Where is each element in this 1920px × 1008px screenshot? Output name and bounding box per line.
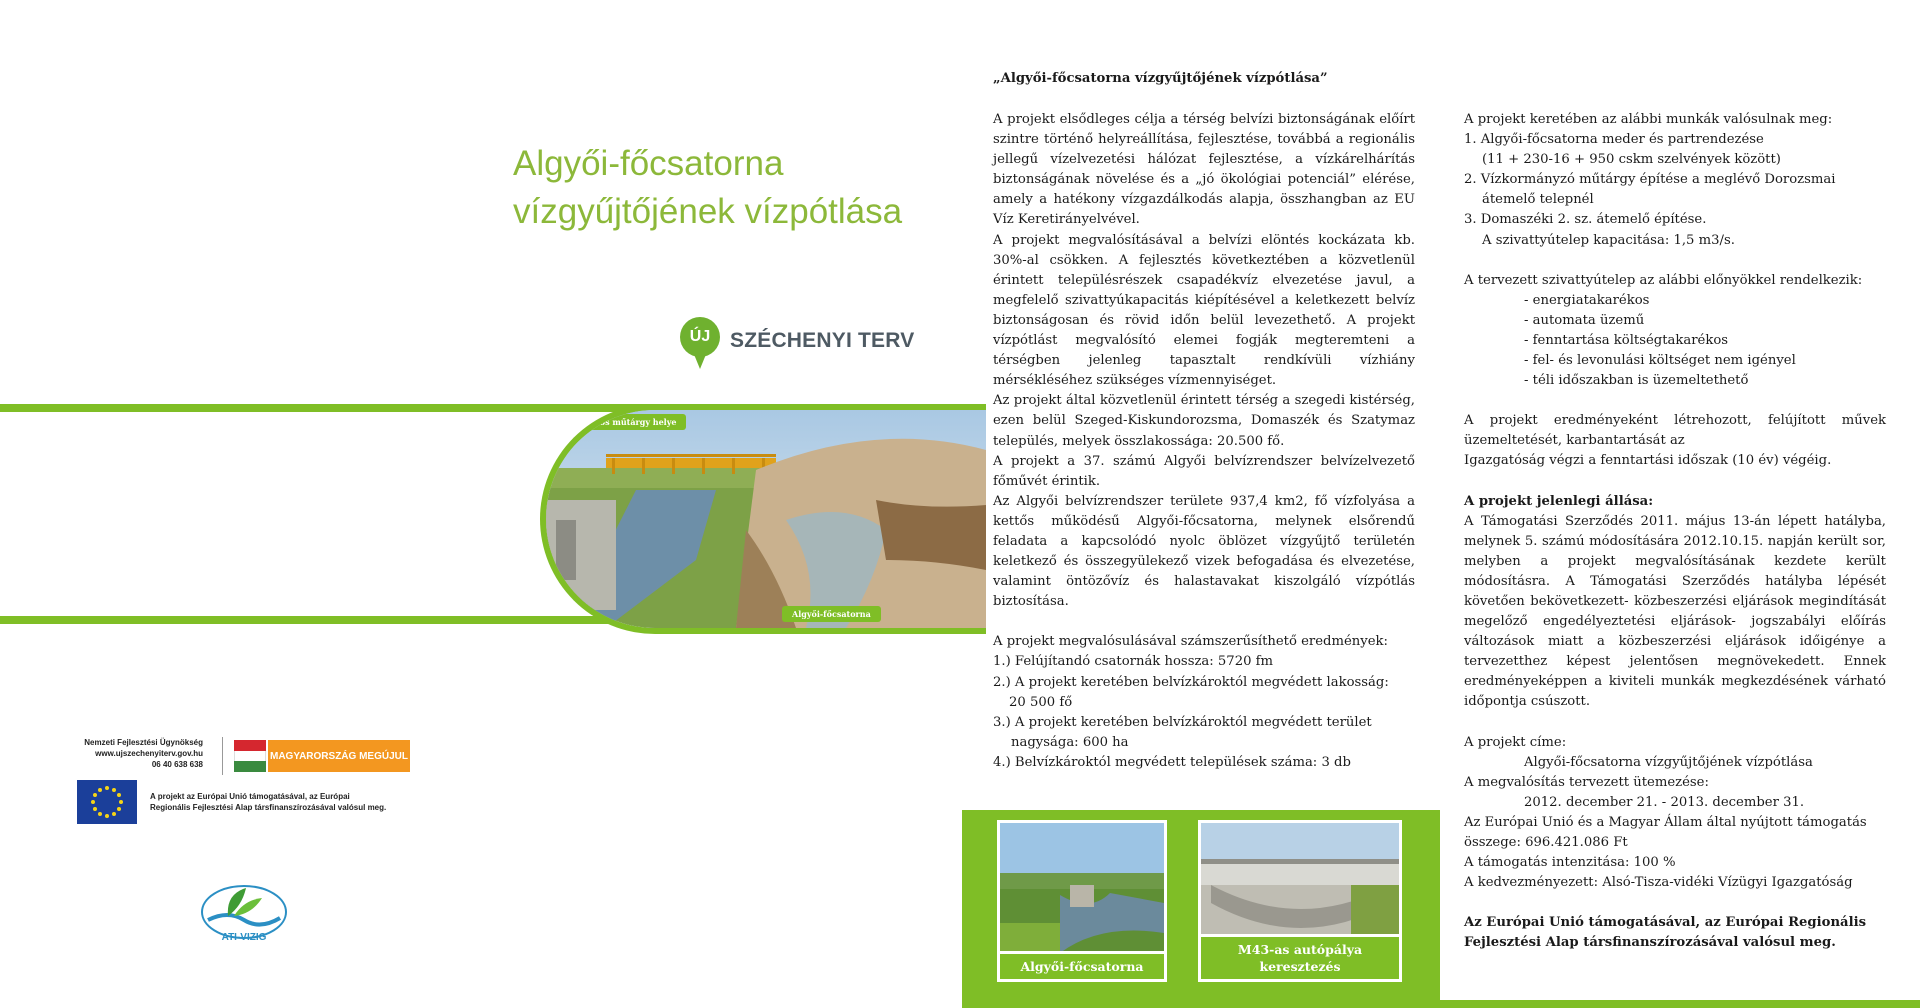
paragraph-risk: A projekt megvalósításával a belvízi elöntés kockázata kb. 30%-al csökken. A fejlesztés következtében a közvetlenül érintett településrészek csapadékvíz elvezetése javul, a megfelelő szivattyúkapacitás kiépítésével a keletkezett belvíz biztonságosan és rövid időn belül levezethető. A projekt vízpótlást megvalósító elemei fogják megteremteni a térségben jelenleg tapasztalt rendkívüli vízhiány mérsékléséhez szükséges vízmennyiséget. (993, 232, 1415, 389)
status-text: A Támogatási Szerződés 2011. május 13-án lépett hatályba, melynek 5. számú módosítására 2012.10.15. napján került sor, melyben a projekt megvalósításának kezdete került módosításra. A Támogatási Szerződés hatályba lépését követően bekövetkezett- közbeszerzési eljárások megindítását megelőző engedélyeztetési eljárások- jogszabályi előírás változások miatt a közbeszerzési eljárások időigénye a tervezetthez képest jelentősen megnövekedett. Ennek eredményeképpen a kiviteli munkák megkezdésének várható időpontja csúszott. (1464, 513, 1886, 710)
benefit-item: - téli időszakban is üzemeltethető (1524, 373, 1749, 389)
agency-block (75, 737, 203, 770)
cover-title-line2: vízgyűjtőjének vízpótlása (513, 192, 903, 231)
ati-vizig-label: ATI-VIZIG (221, 932, 267, 943)
schedule-value: 2012. december 21. - 2013. december 31. (1524, 794, 1805, 810)
grant-amount-cont: összege: 696.421.086 Ft (1464, 835, 1628, 850)
beneficiary: A kedvezményezett: Alsó-Tisza-vidéki Vízügyi Igazgatóság (1464, 875, 1853, 891)
agency-url: www.ujszechenyiterv.gov.hu (95, 749, 203, 758)
eu-flag-icon (77, 780, 137, 824)
ati-vizig-logo (198, 882, 290, 944)
szechenyi-terv-logo (680, 306, 920, 376)
cover-title (513, 140, 933, 236)
cover-title-line1: Algyői-főcsatorna (513, 144, 784, 183)
benefit-item: - automata üzemű (1524, 312, 1645, 328)
paragraph-goal: A projekt elsődleges célja a térség belvízi biztonságának előírt szintre történő helyreállítása, fejlesztése, továbbá a regionális jellegű vízelvezetési hálózat fejlesztése, a vízkárelhárítás biztonságának növelése és a „jó ökológiai potenciál” elérése, amely a hatékony vízgazdálkodás alapja, összhangban az EU Víz Keretirányelvével. (993, 112, 1415, 228)
project-title-value: Algyői-főcsatorna vízgyűjtőjének vízpótlása (1524, 754, 1813, 770)
work-item: 2. Vízkormányzó műtárgy építése a meglévő Dorozsmai (1464, 172, 1836, 188)
project-details (1464, 110, 1886, 953)
maintenance-text-cont: Igazgatóság végzi a fenntartási időszak (10 év) végéig. (1464, 453, 1832, 469)
eu-support-text (150, 791, 430, 813)
result-item: 2.) A projekt keretében belvízkároktól megvédett lakosság: (993, 674, 1389, 690)
maintenance-text: A projekt eredményeként létrehozott, felújított művek üzemeltetését, karbantartását az (1464, 413, 1886, 449)
photo-panel (962, 810, 1440, 1008)
photo-caption-line2: keresztezés (1259, 959, 1341, 974)
project-title-label: A projekt címe: (1464, 734, 1567, 750)
work-item: 1. Algyői-főcsatorna meder és partrendezése (1464, 132, 1764, 148)
eu-text-line1: A projekt az Európai Unió támogatásával, az Európai (150, 792, 350, 801)
grant-amount: Az Európai Unió és a Magyar Állam által nyújtott támogatás (1464, 814, 1867, 830)
logo-separator (222, 737, 223, 775)
photo-caption-top: Tiltós műtárgy helye (574, 414, 686, 430)
grant-intensity: A támogatás intenzitása: 100 % (1464, 855, 1676, 871)
photo-caption-line1: M43-as autópálya (1237, 942, 1363, 957)
photo-caption (1201, 934, 1399, 979)
mm-label: MAGYARORSZÁG MEGÚJUL (268, 740, 410, 772)
map-pin-icon (680, 317, 720, 365)
logo-text: SZÉCHENYI TERV (730, 329, 915, 352)
work-item-cont: átemelő telepnél (1482, 192, 1594, 208)
canal-photo-illustration (546, 410, 986, 628)
hungarian-flag-icon (234, 740, 266, 772)
result-item: 3.) A projekt keretében belvízkároktól megvédett terület (993, 714, 1372, 730)
cover-photo (540, 404, 986, 634)
project-description (993, 110, 1415, 773)
paragraph-drainage: Az Algyői belvízrendszer területe 937,4 km2, fő vízfolyása a kettős működésű Algyői-főcsatorna, melynek elsőrendű feladata a kapcsolódó nyolc öblözet vízgyűjtő területén keletkező és összegyülekező vizek befogadása és elvezetése, valamint öntözővíz és halastavakat kiszolgáló vízpótlás biztosítása. (993, 493, 1415, 610)
work-item-cont: (11 + 230-16 + 950 cskm szelvények között) (1482, 152, 1781, 168)
pump-intro: A tervezett szivattyútelep az alábbi előnyökkel rendelkezik: (1464, 272, 1863, 288)
result-item-cont: nagysága: 600 ha (1011, 734, 1129, 750)
result-item: 4.) Belvízkároktól megvédett települések száma: 3 db (993, 754, 1351, 770)
section-title: „Algyői-főcsatorna vízgyűjtőjének vízpótlása” (993, 71, 1328, 86)
benefit-item: - energiatakarékos (1524, 292, 1650, 308)
photo-canal (997, 820, 1167, 982)
agency-name: Nemzeti Fejlesztési Ügynökség (84, 738, 203, 747)
magyarorszag-megujul-logo (234, 740, 410, 772)
paragraph-system: A projekt a 37. számú Algyői belvízrendszer belvízelvezető főművét érintik. (993, 453, 1415, 489)
work-item: 3. Domaszéki 2. sz. átemelő építése. (1464, 212, 1707, 228)
eu-support-bold-cont: Fejlesztési Alap társfinanszírozásával valósul meg. (1464, 935, 1836, 951)
schedule-label: A megvalósítás tervezett ütemezése: (1464, 774, 1709, 790)
logo-mark: ÚJ (680, 317, 720, 357)
benefit-item: - fenntartása költségtakarékos (1524, 332, 1729, 348)
works-intro: A projekt keretében az alábbi munkák valósulnak meg: (1464, 112, 1833, 127)
results-intro: A projekt megvalósulásával számszerűsíthető eredmények: (993, 634, 1388, 650)
photo-caption-bottom: Algyői-főcsatorna (782, 606, 881, 622)
status-heading: A projekt jelenlegi állása: (1464, 493, 1654, 509)
result-item-cont: 20 500 fő (1009, 694, 1073, 710)
photo-caption: Algyői-főcsatorna (1000, 951, 1164, 979)
photo-highway-crossing (1198, 820, 1402, 982)
green-bottom-strip (1440, 1000, 1920, 1008)
eu-text-line2: Regionális Fejlesztési Alap társfinanszírozásával valósul meg. (150, 803, 387, 812)
benefit-item: - fel- és levonulási költséget nem igényel (1524, 353, 1796, 369)
paragraph-area: Az projekt által közvetlenül érintett térség a szegedi kistérség, ezen belül Szeged-Kiskundorozsma, Domaszék és Szatymaz település, melyek összlakossága: 20.500 fő. (993, 393, 1415, 449)
result-item: 1.) Felújítandó csatornák hossza: 5720 fm (993, 654, 1274, 670)
eu-support-bold: Az Európai Unió támogatásával, az Európai Regionális (1464, 915, 1867, 931)
work-item-cont: A szivattyútelep kapacitása: 1,5 m3/s. (1482, 232, 1735, 248)
agency-phone: 06 40 638 638 (151, 760, 203, 769)
